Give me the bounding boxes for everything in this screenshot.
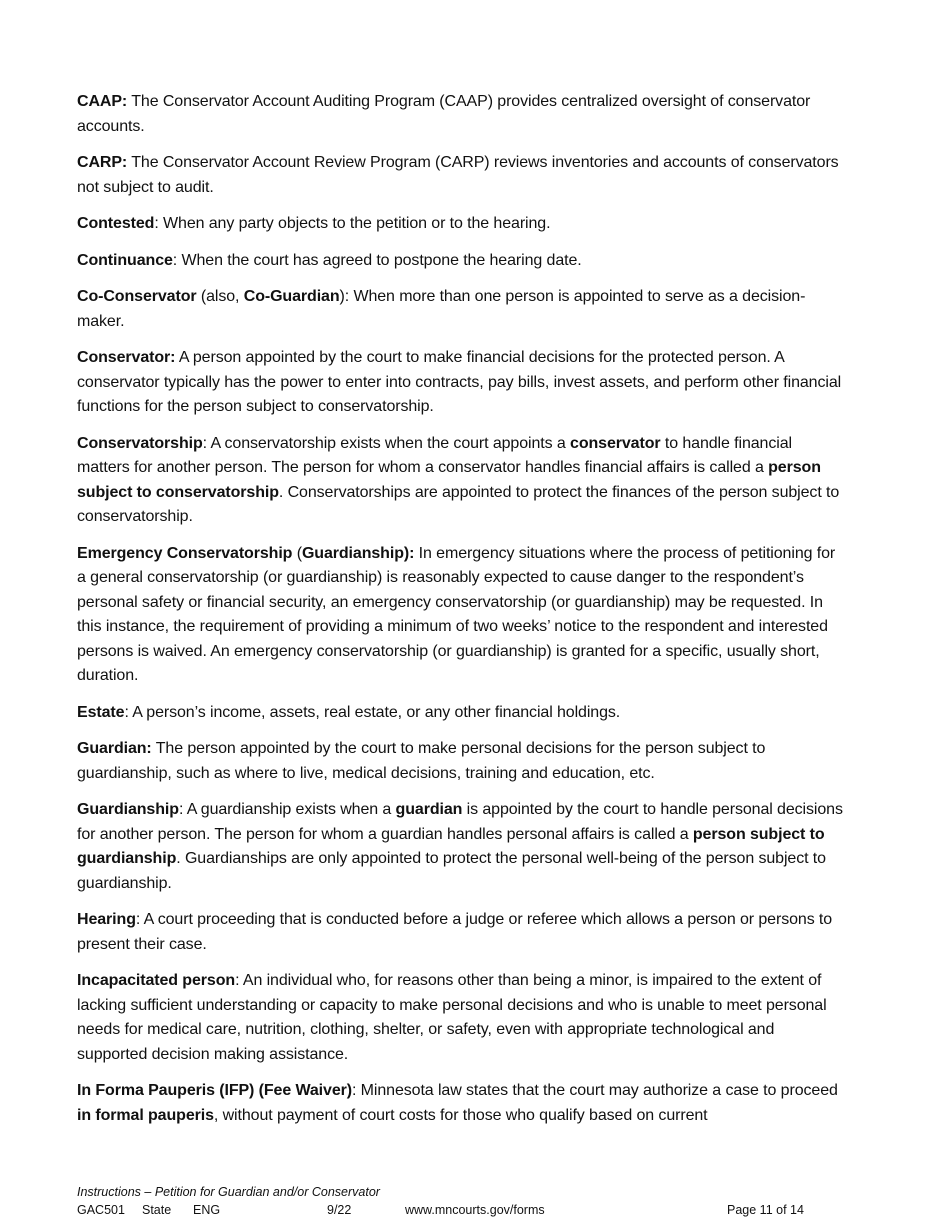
glossary-entry-caap bbox=[77, 90, 847, 139]
definition: : A court proceeding that is conducted before a judge or referee which allows a person or persons to present their case. bbox=[77, 911, 833, 953]
bold-phrase: in formal pauperis bbox=[77, 1106, 214, 1124]
definition-part: : Minnesota law states that the court may authorize a case to proceed bbox=[351, 1082, 838, 1099]
definition: The Conservator Account Auditing Program (CAAP) provides centralized oversight of conservator accounts. bbox=[77, 93, 811, 135]
definition-part: : A guardianship exists when a bbox=[178, 801, 396, 818]
glossary-entry-guardian bbox=[77, 737, 847, 786]
bold-phrase: conservator bbox=[570, 434, 661, 452]
glossary-entry-in-forma-pauperis bbox=[77, 1079, 847, 1128]
definition: A person appointed by the court to make financial decisions for the protected person. A conservator typically has the power to enter into contracts, pay bills, invest assets, and perform other financial functions for the person subject to conservatorship. bbox=[77, 349, 842, 415]
definition-part: . Conservatorships are appointed to protect the finances of the person subject to conservatorship. bbox=[77, 483, 840, 525]
bold-phrase: person subject to conservatorship bbox=[77, 459, 821, 501]
definition-part: . Guardianships are only appointed to protect the personal well-being of the person subject to guardianship. bbox=[77, 850, 826, 892]
definition: : When the court has agreed to postpone the hearing date. bbox=[172, 251, 582, 269]
term: Co-Conservator bbox=[77, 288, 197, 305]
definition: The Conservator Account Review Program (CARP) reviews inventories and accounts of conservators not subject to audit. bbox=[77, 154, 839, 196]
definition-part: is appointed by the court to handle personal decisions for another person. The person for whom a guardian handles personal affairs is called a bbox=[77, 801, 843, 843]
page-number: Page 11 of 14 bbox=[727, 1203, 804, 1217]
glossary-entry-conservator bbox=[77, 346, 847, 420]
glossary-entry-emergency-conservatorship bbox=[77, 542, 847, 689]
definition: : An individual who, for reasons other than being a minor, is impaired to the extent of lacking sufficient understanding or capacity to make personal decisions and who is unable to meet personal needs for medical care, nutrition, clothing, shelter, or safety, even with appropriate technological and supported decision making assistance. bbox=[77, 972, 827, 1063]
revision-date: 9/22 bbox=[327, 1203, 352, 1217]
glossary-entry-incapacitated-person bbox=[77, 969, 847, 1067]
term-alt: Co-Guardian bbox=[243, 288, 340, 305]
term: Contested bbox=[77, 215, 155, 232]
glossary-entry-conservatorship bbox=[77, 432, 847, 530]
footer-meta-row bbox=[77, 1201, 857, 1219]
glossary-content bbox=[77, 90, 847, 1140]
language: ENG bbox=[193, 1203, 221, 1217]
term: Incapacitated person bbox=[77, 972, 236, 989]
term: Conservatorship bbox=[77, 434, 203, 452]
glossary-entry-continuance bbox=[77, 249, 847, 274]
term: Guardian: bbox=[77, 740, 152, 757]
definition: In emergency situations where the process of petitioning for a general conservatorship (or guardianship) is reasonably expected to cause danger to the respondent’s personal safety or financial security, an emergency conservatorship (or guardianship) may be requested. In this instance, the requirement of providing a minimum of two weeks’ notice to the respondent and interested persons is waived. An emergency conservatorship (or guardianship) is granted for a specific, usually short, duration. bbox=[77, 544, 836, 684]
form-id: GAC501 bbox=[77, 1203, 125, 1217]
forms-url: www.mncourts.gov/forms bbox=[405, 1203, 545, 1217]
definition-part: ( bbox=[292, 544, 302, 562]
definition: The person appointed by the court to make personal decisions for the person subject to guardianship, such as where to live, medical decisions, training and education, etc. bbox=[77, 740, 766, 782]
definition-part: to handle financial matters for another person. The person for whom a conservator handles financial affairs is called a bbox=[77, 434, 792, 476]
definition-part: , without payment of court costs for those who qualify based on current bbox=[213, 1106, 708, 1124]
term: Continuance bbox=[77, 251, 173, 269]
term-alt: Guardianship): bbox=[301, 544, 415, 562]
bold-phrase: guardian bbox=[395, 801, 463, 818]
page-footer bbox=[77, 1183, 857, 1219]
footer-title: Instructions – Petition for Guardian and/or Conservator bbox=[77, 1185, 380, 1199]
term: CAAP: bbox=[77, 93, 128, 110]
glossary-entry-co-conservator bbox=[77, 285, 847, 334]
term: Hearing bbox=[77, 911, 136, 928]
glossary-entry-guardianship bbox=[77, 798, 847, 896]
definition: : A person’s income, assets, real estate, or any other financial holdings. bbox=[124, 703, 621, 721]
term: Guardianship bbox=[77, 801, 179, 818]
definition-part: (also, bbox=[196, 288, 244, 305]
definition-part: : A conservatorship exists when the court appoints a bbox=[202, 434, 571, 452]
glossary-entry-estate bbox=[77, 701, 847, 726]
glossary-entry-hearing bbox=[77, 908, 847, 957]
definition: ): When more than one person is appointed to serve as a decision-maker. bbox=[77, 288, 806, 330]
term: In Forma Pauperis (IFP) (Fee Waiver) bbox=[77, 1082, 352, 1099]
jurisdiction: State bbox=[142, 1203, 172, 1217]
bold-phrase: person subject to guardianship bbox=[77, 825, 825, 867]
term: Emergency Conservatorship bbox=[77, 544, 293, 562]
term: Conservator: bbox=[77, 349, 176, 366]
glossary-entry-carp bbox=[77, 151, 847, 200]
term: CARP: bbox=[77, 154, 128, 171]
definition: : When any party objects to the petition or to the hearing. bbox=[154, 215, 551, 232]
glossary-entry-contested bbox=[77, 212, 847, 237]
term: Estate bbox=[77, 703, 125, 721]
